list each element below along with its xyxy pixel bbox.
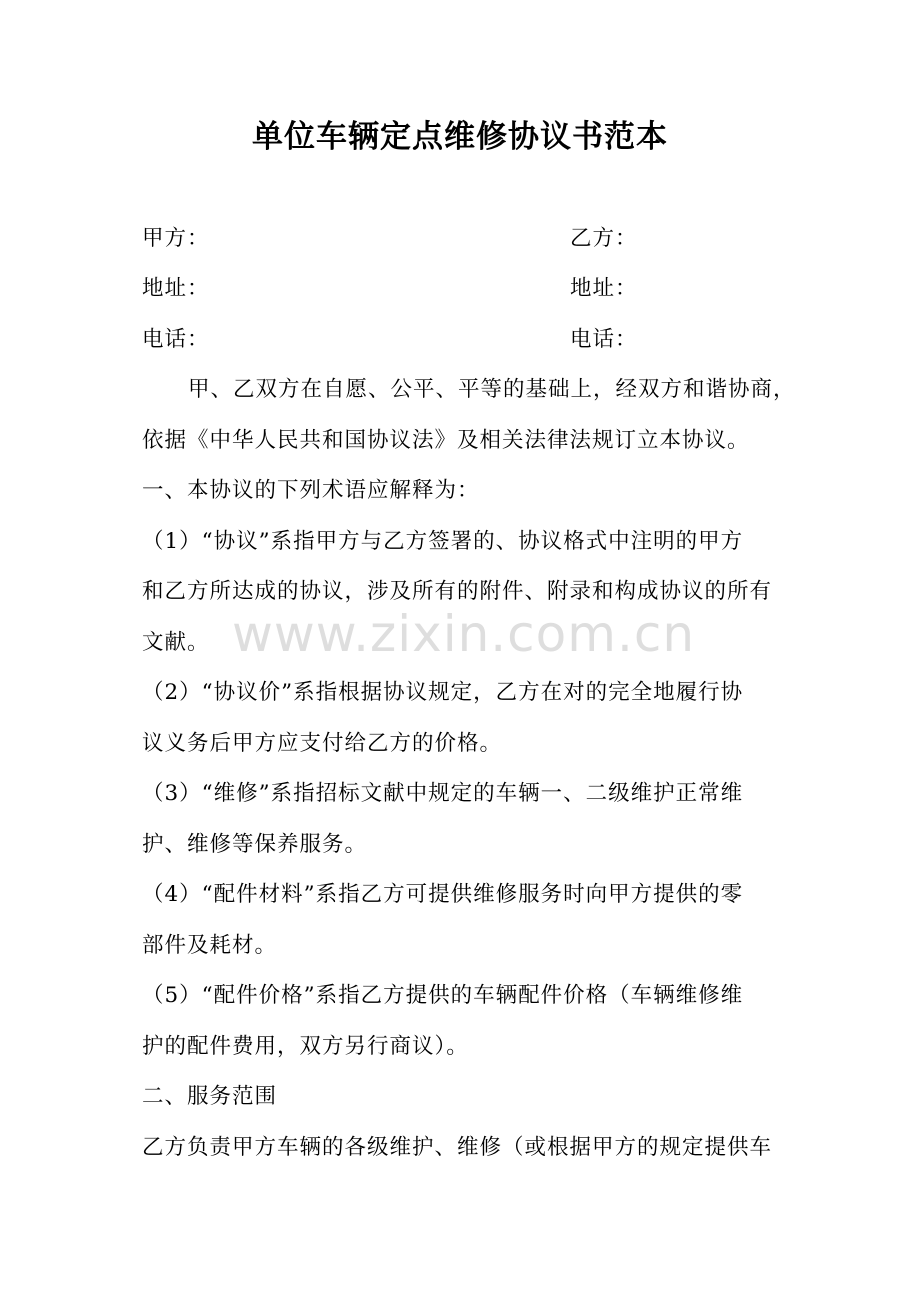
party-a-name-label: 甲方： [142, 226, 210, 251]
term-4-line-2: 部件及耗材。 [142, 933, 278, 958]
party-a-address-label: 地址： [142, 276, 210, 301]
term-2-line-2: 议义务后甲方应支付给乙方的价格。 [142, 731, 503, 756]
section-1-heading: 一、本协议的下列术语应解释为： [142, 478, 480, 503]
preamble-line-1: 甲、乙双方在自愿、公平、平等的基础上，经双方和谐协商， [188, 377, 796, 402]
term-5-line-1: （5）“配件价格”系指乙方提供的车辆配件价格（车辆维修维 [142, 983, 744, 1008]
term-1-line-3: 文献。 [142, 630, 210, 655]
preamble-line-2: 依据《中华人民共和国协议法》及相关法律法规订立本协议。 [142, 428, 750, 453]
section-2-heading: 二、服务范围 [142, 1084, 278, 1109]
watermark-text: www.zixin.com.cn [232, 605, 696, 663]
term-2-line-1: （2）“协议价”系指根据协议规定，乙方在对的完全地履行协 [142, 680, 744, 705]
party-b-name-label: 乙方： [570, 226, 638, 251]
document-title: 单位车辆定点维修协议书范本 [252, 119, 668, 155]
section-2-line-1: 乙方负责甲方车辆的各级维护、维修（或根据甲方的规定提供车 [142, 1135, 773, 1160]
party-b-phone-label: 电话： [570, 327, 638, 352]
party-b-address-label: 地址： [570, 276, 638, 301]
term-4-line-1: （4）“配件材料”系指乙方可提供维修服务时向甲方提供的零 [142, 882, 744, 907]
party-a-phone-label: 电话： [142, 327, 210, 352]
term-1-line-2: 和乙方所达成的协议，涉及所有的附件、附录和构成协议的所有 [142, 579, 773, 604]
term-3-line-2: 护、维修等保养服务。 [142, 832, 368, 857]
term-5-line-2: 护的配件费用，双方另行商议）。 [142, 1034, 469, 1059]
term-3-line-1: （3）“维修”系指招标文献中规定的车辆一、二级维护正常维 [142, 781, 744, 806]
term-1-line-1: （1）“协议”系指甲方与乙方签署的、协议格式中注明的甲方 [142, 529, 744, 554]
